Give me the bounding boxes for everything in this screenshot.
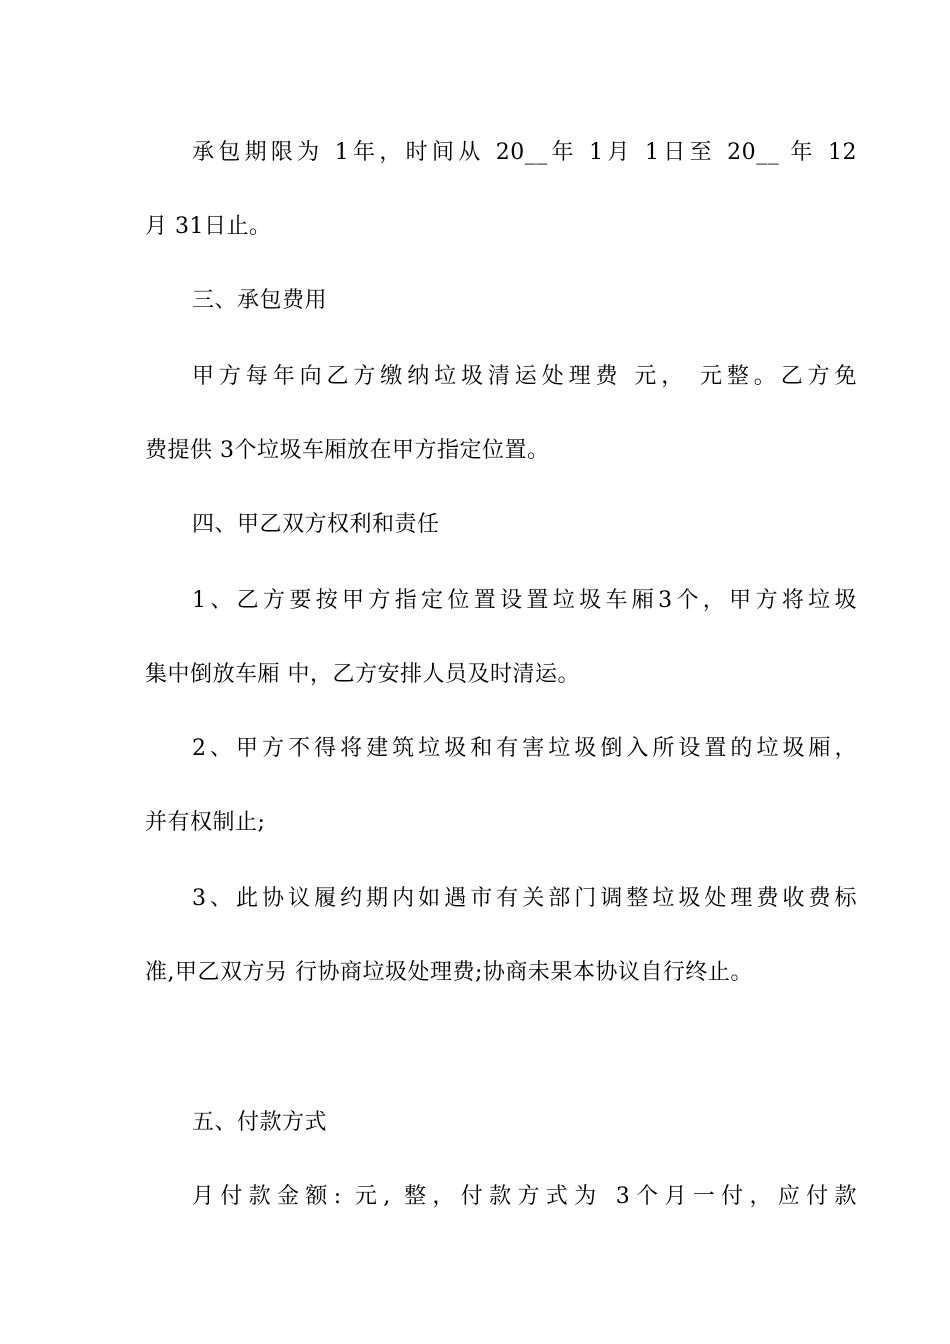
text-line: 费提供 3个垃圾车厢放在甲方指定位置。: [145, 438, 550, 463]
text-line: 月付款金额: 元, 整，付款方式为 3个月一付，应付款: [192, 1184, 857, 1209]
text-line: 3、此协议履约期内如遇市有关部门调整垃圾处理费收费标: [192, 886, 857, 911]
section-heading: 四、甲乙双方权利和责任: [192, 512, 440, 537]
text-line: 承包期限为 1年，时间从 20__年 1月 1日至 20__ 年 12: [192, 140, 857, 165]
section-heading: 三、承包费用: [192, 288, 328, 313]
text-line: 集中倒放车厢 中，乙方安排人员及时清运。: [145, 662, 580, 687]
text-line: 月 31日止。: [145, 214, 272, 239]
text-line: 准,甲乙双方另 行协商垃圾处理费;协商未果本协议自行终止。: [145, 960, 753, 985]
text-line: 甲方每年向乙方缴纳垃圾清运处理费 元， 元整。乙方免: [192, 364, 857, 389]
text-line: 并有权制止;: [145, 810, 266, 835]
text-line: 1、乙方要按甲方指定位置设置垃圾车厢3个，甲方将垃圾: [192, 588, 857, 613]
section-heading: 五、付款方式: [192, 1110, 328, 1135]
text-line: 2、甲方不得将建筑垃圾和有害垃圾倒入所设置的垃圾厢，: [192, 736, 857, 761]
